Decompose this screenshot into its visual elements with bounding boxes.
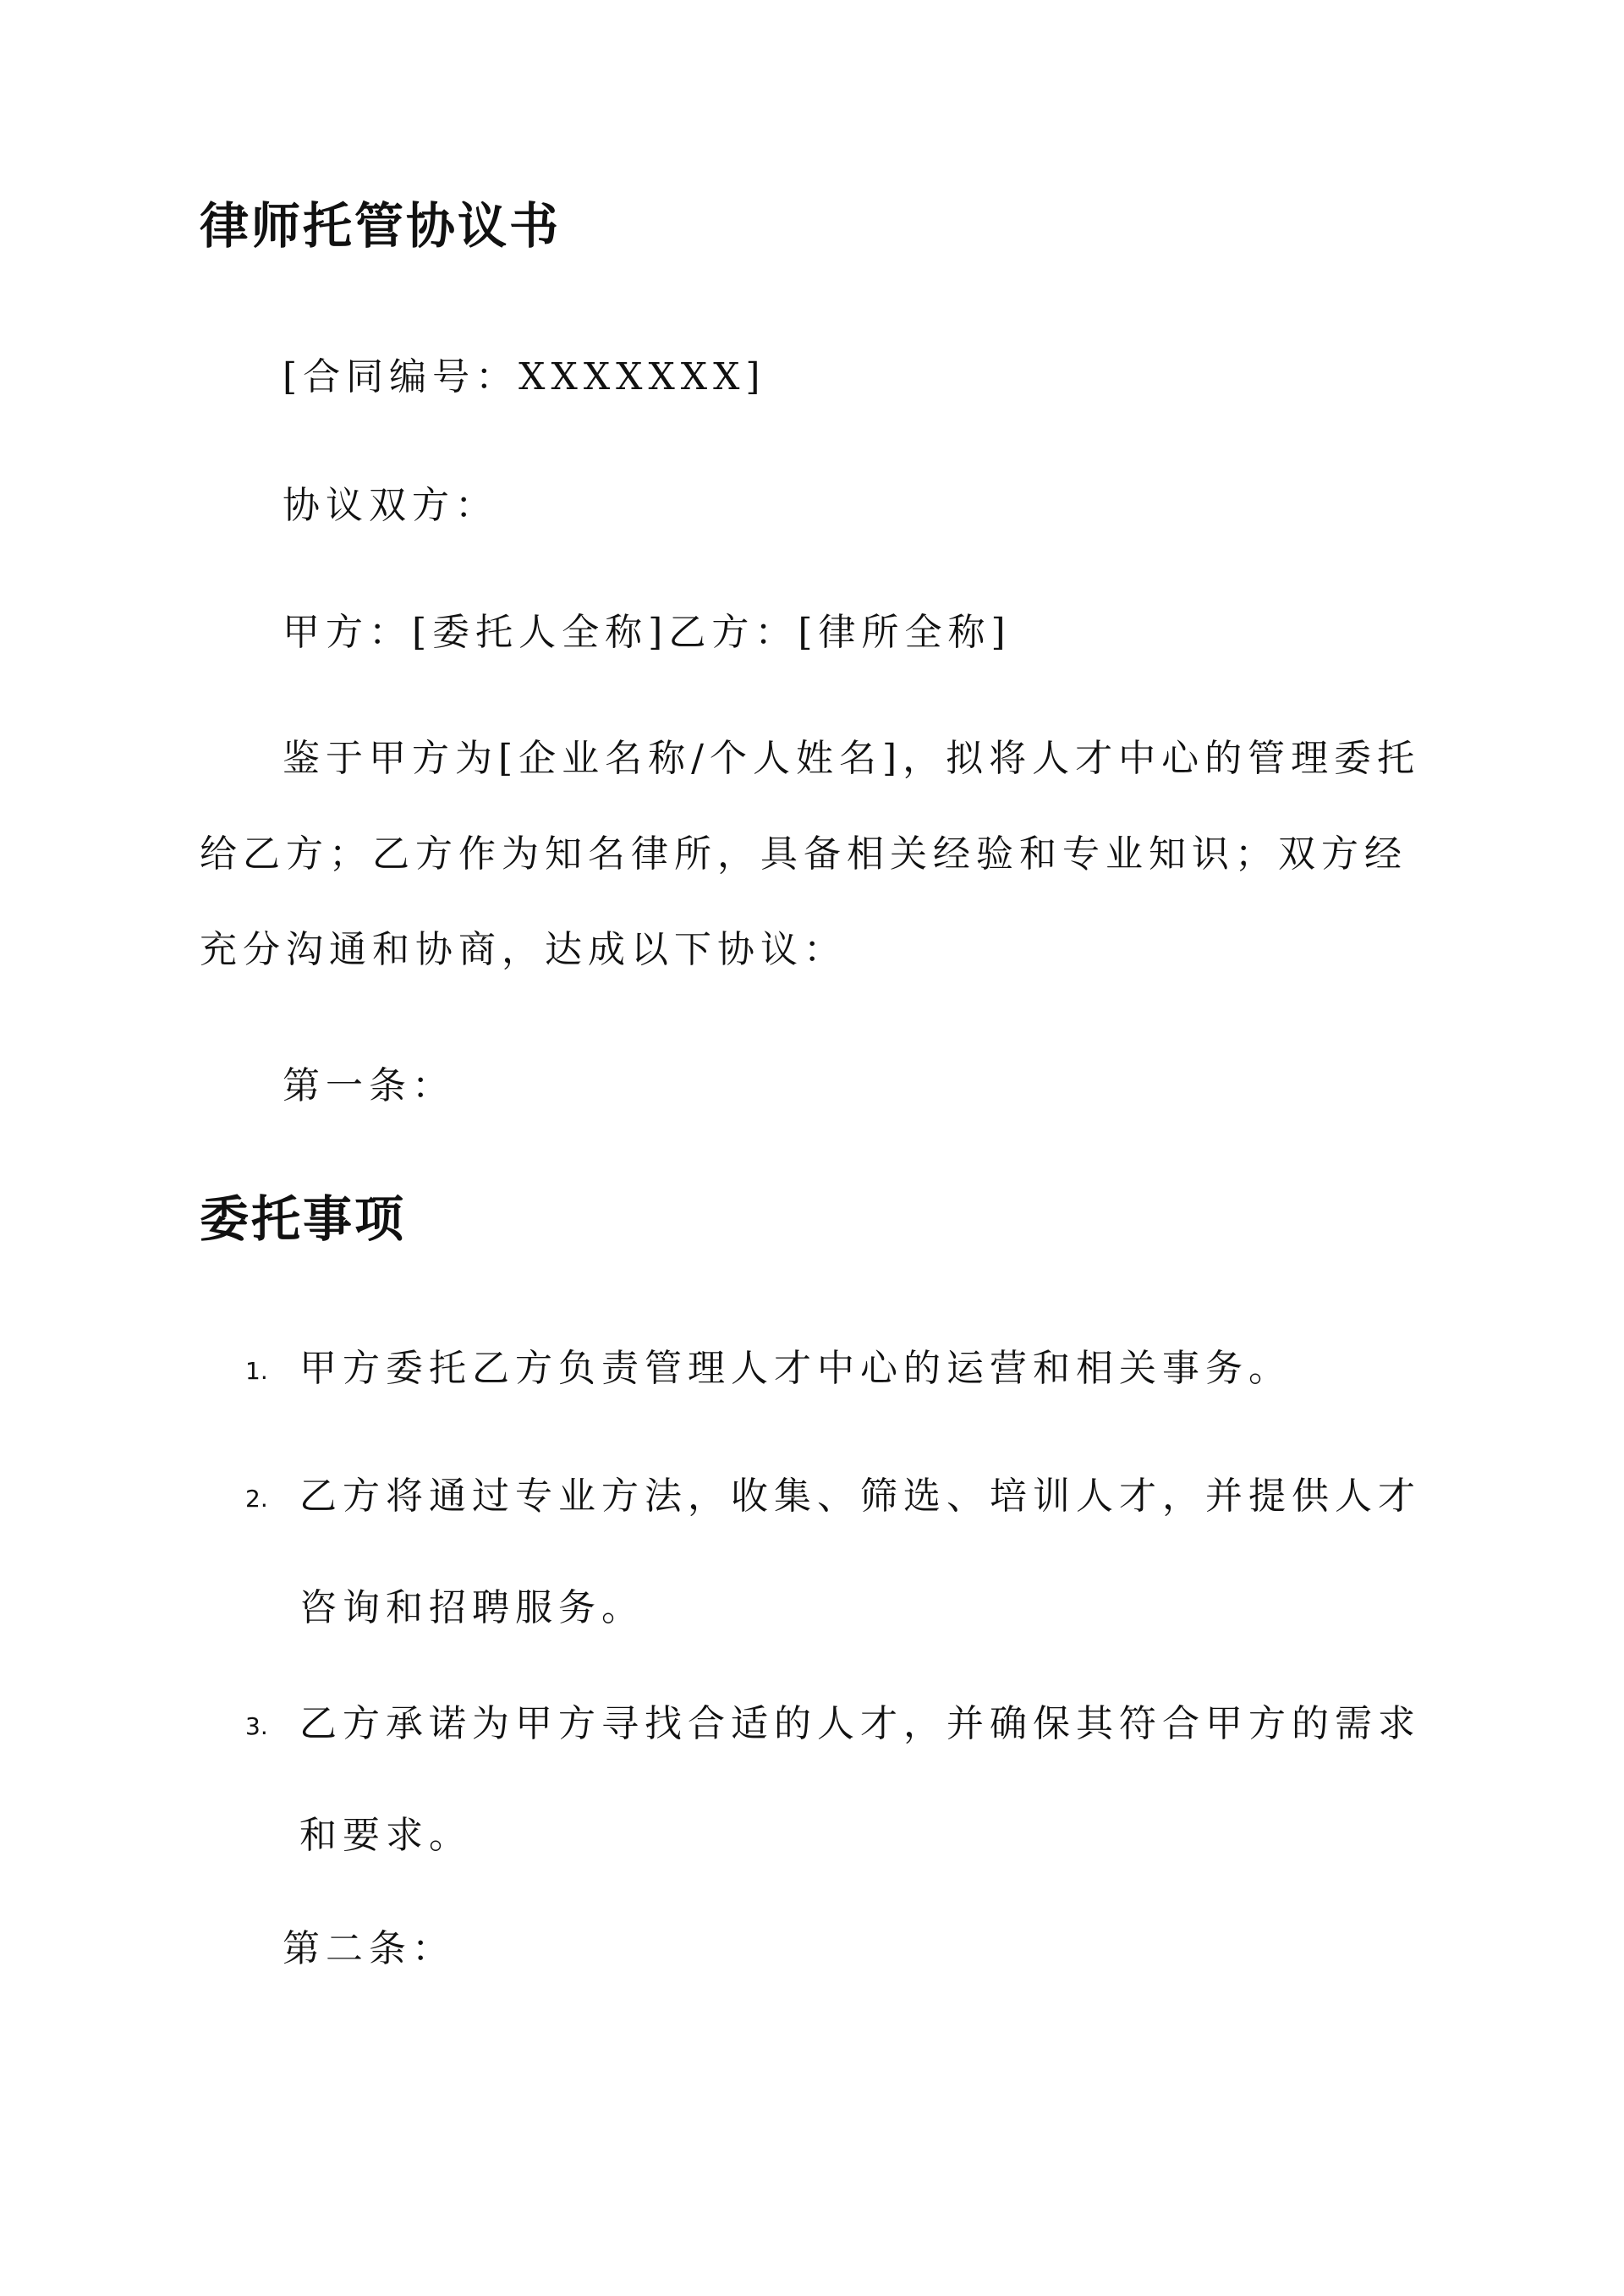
section-heading-entrusted-matters: 委托事项 (200, 1190, 407, 1248)
preamble-paragraph (200, 711, 1443, 997)
list-item-text: 乙方承诺为甲方寻找合适的人才，并确保其符合甲方的需求和要求。 (299, 1702, 1421, 1857)
list-number: 2. (245, 1485, 268, 1513)
list-number: 3. (245, 1712, 268, 1740)
preamble-text: 鉴于甲方为[企业名称/个人姓名]，拟将人才中心的管理委托给乙方；乙方作为知名律所，具备相关经验和专业知识；双方经充分沟通和协商，达成以下协议： (200, 737, 1421, 971)
list-item-text: 甲方委托乙方负责管理人才中心的运营和相关事务。 (299, 1347, 1292, 1390)
article-1-label: 第一条： (283, 1064, 455, 1107)
article-2-label: 第二条： (283, 1927, 455, 1970)
list-number: 1. (245, 1357, 268, 1385)
document-title: 律师托管协议书 (200, 197, 562, 255)
parties-line: 甲方：[委托人全称]乙方：[律所全称] (283, 611, 1012, 654)
list-item-text: 乙方将通过专业方法，收集、筛选、培训人才，并提供人才咨询和招聘服务。 (299, 1475, 1421, 1629)
contract-number: [合同编号：XXXXXXX] (283, 355, 766, 398)
parties-label: 协议双方： (283, 484, 498, 527)
